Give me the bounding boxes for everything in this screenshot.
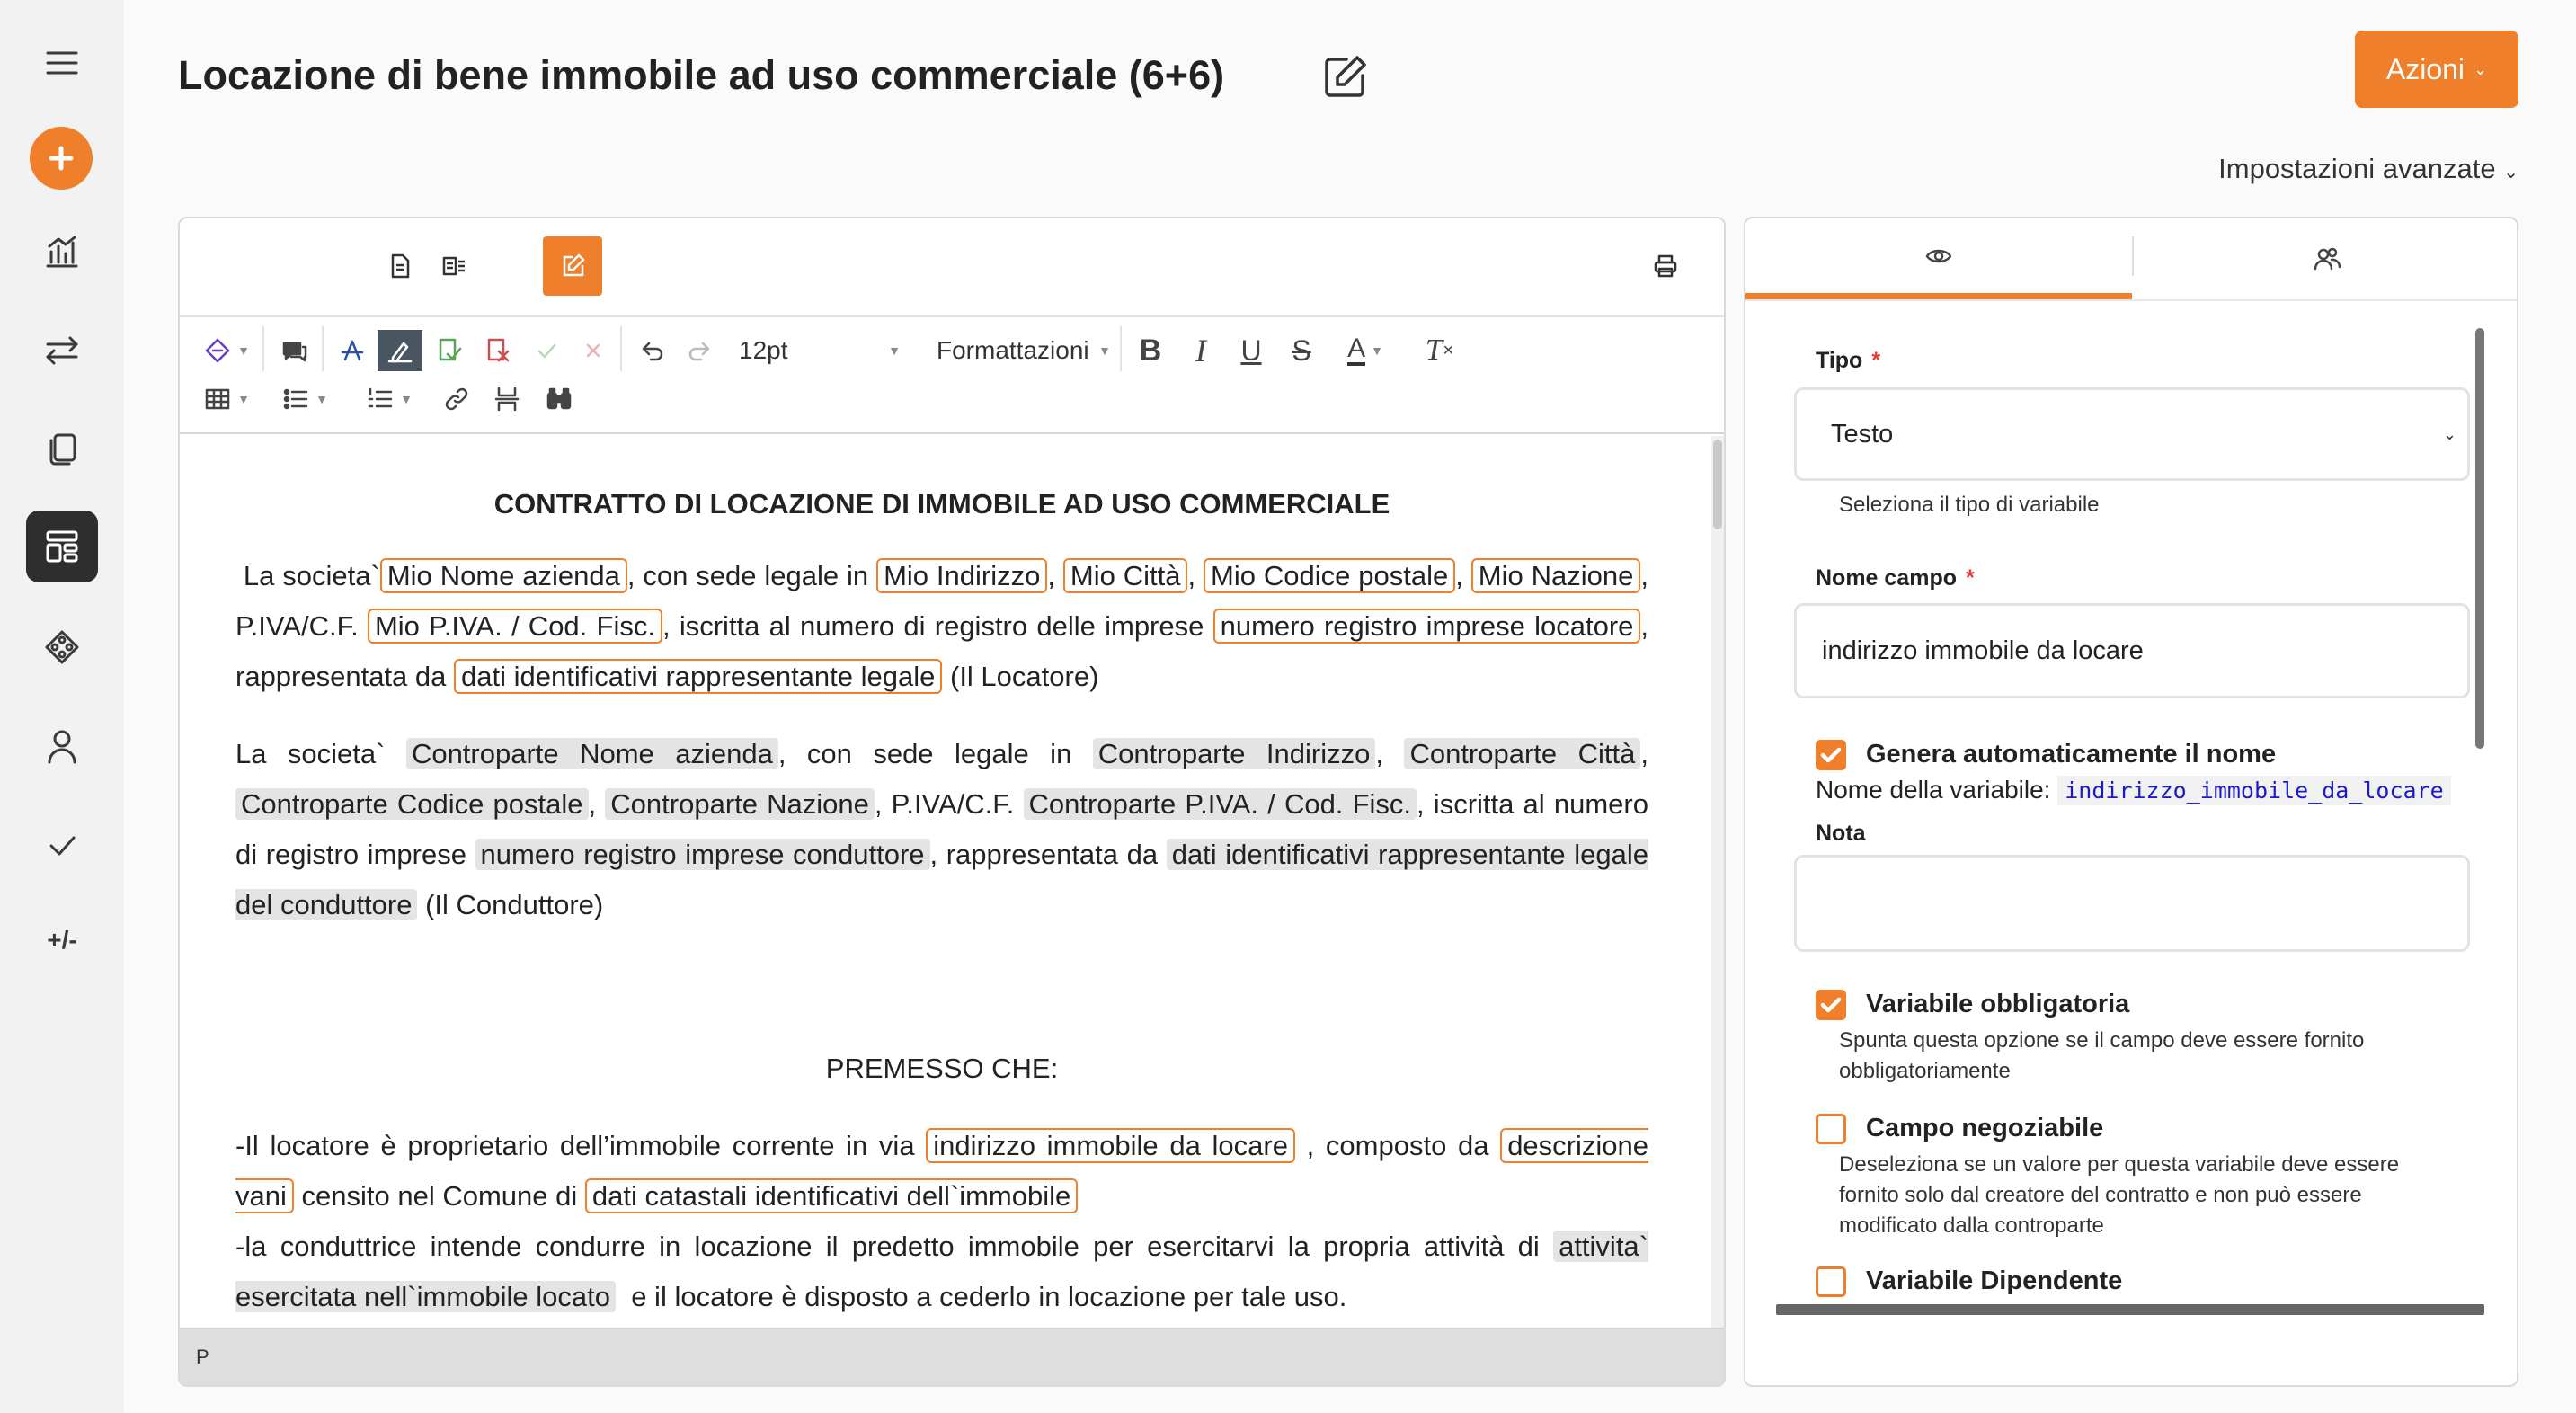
conductor-paragraph: La societa` Controparte Nome azienda , con sede legale in Controparte Indirizzo , Controparte Città , Controparte Codice postale , Controparte Nazione , P.IVA/C.F. Controparte P.IVA. / Cod. Fisc. , iscritta al numero di registro imprese numero registro imprese conduttore , rappresentata da dati identificativi rappresentante legale del conduttore (Il Conduttore) — [235, 738, 1648, 920]
note-label: Nota — [1816, 821, 1866, 846]
transfer-icon[interactable] — [26, 315, 98, 387]
type-label: Tipo * — [1816, 348, 1881, 373]
underline-icon[interactable]: U — [1240, 333, 1262, 367]
contract-title: CONTRATTO DI LOCAZIONE DI IMMOBILE AD USO COMMERCIALE — [493, 488, 1390, 520]
required-help: Spunta questa opzione se il campo deve essere fornito obbligatoriamente — [1839, 1028, 2365, 1083]
tab-preview[interactable] — [1745, 218, 2132, 299]
advanced-settings-dropdown[interactable] — [2218, 153, 2518, 185]
redo-icon[interactable] — [680, 330, 723, 371]
field-name-value: indirizzo immobile da locare — [1822, 635, 2144, 665]
counterparty-variable-chip[interactable]: Controparte Codice postale — [235, 788, 589, 820]
font-size-select[interactable]: 12pt ▼ — [739, 336, 901, 364]
print-icon[interactable] — [1636, 236, 1695, 296]
type-select[interactable] — [1794, 387, 2470, 481]
counterparty-variable-chip[interactable]: attivita` esercitata nell`immobile locato — [235, 1231, 1648, 1312]
comment-icon[interactable] — [273, 330, 316, 371]
counterparty-variable-chip[interactable]: Controparte Nazione — [605, 788, 875, 820]
editor-toolbar — [180, 319, 1724, 434]
variable-chip[interactable]: Mio P.IVA. / Cod. Fisc. — [368, 609, 662, 644]
premise-paragraph-1: -Il locatore è proprietario dell’immobile corrente in via indirizzo immobile da locare , composto da descrizione vani censito nel Comune di dati catastali identificativi dell`immobile — [235, 1130, 1648, 1212]
negotiable-checkbox[interactable] — [1816, 1114, 1846, 1144]
reject-change-icon[interactable] — [573, 330, 613, 371]
variable-name-line: Nome della variabile: indirizzo_immobile_da_locare — [1816, 776, 2451, 804]
chevron-down-icon: ⌄ — [2474, 59, 2488, 78]
puzzle-icon[interactable] — [26, 611, 98, 683]
strikethrough-icon[interactable]: S — [1292, 333, 1311, 367]
find-icon[interactable] — [537, 378, 581, 420]
variable-chip[interactable]: numero registro imprese locatore — [1213, 609, 1641, 644]
formatting-label: Formattazioni — [937, 336, 1089, 364]
variable-chip[interactable]: Mio Nome azienda — [380, 558, 627, 593]
actions-button[interactable] — [2355, 31, 2518, 108]
track-changes-icon[interactable] — [331, 330, 374, 371]
auto-name-label: Genera automaticamente il nome — [1866, 740, 2277, 769]
variable-insert-icon[interactable]: ▼ — [198, 330, 255, 371]
document-scrollbar[interactable] — [1711, 436, 1724, 1387]
edit-mode-icon[interactable] — [543, 236, 602, 296]
variable-chip[interactable]: descrizione vani — [235, 1130, 1648, 1212]
counterparty-variable-chip[interactable]: Controparte Nome azienda — [406, 738, 778, 769]
plus-icon — [47, 144, 76, 173]
variable-name-code: indirizzo_immobile_da_locare — [2057, 776, 2450, 805]
view-mode-bar — [180, 218, 1724, 317]
table-icon[interactable]: ▼ — [198, 378, 255, 420]
user-icon[interactable] — [26, 710, 98, 782]
counterparty-variable-chip[interactable]: Controparte Indirizzo — [1093, 738, 1376, 769]
counterparty-variable-chip[interactable]: numero registro imprese conduttore — [475, 839, 930, 870]
undo-icon[interactable] — [629, 330, 672, 371]
required-label: Variabile obbligatoria — [1866, 990, 2130, 1018]
sidebar — [0, 0, 124, 1413]
users-icon — [2313, 244, 2341, 273]
numbered-list-icon[interactable]: ▼ — [400, 392, 413, 406]
premesso-heading: PREMESSO CHE: — [825, 1053, 1059, 1084]
check-icon[interactable] — [26, 809, 98, 881]
panel-horizontal-scrollbar[interactable] — [1776, 1304, 2484, 1315]
premise-paragraph-2: -la conduttrice intende condurre in locazione il predetto immobile per esercitarvi la propria attività di attivita` esercitata nell`immobile locato e il locatore è disposto a cederlo in locazione per tale uso. — [235, 1231, 1648, 1312]
font-size-value: 12pt — [739, 336, 788, 364]
track-changes-toggle-icon[interactable] — [378, 330, 422, 371]
variable-chip[interactable]: Mio Indirizzo — [876, 558, 1047, 593]
editor-statusbar — [180, 1328, 1724, 1385]
variable-chip[interactable]: Mio Nazione — [1471, 558, 1641, 593]
add-button[interactable] — [30, 127, 93, 190]
accept-all-changes-icon[interactable] — [428, 330, 471, 371]
type-value: Testo — [1831, 419, 1894, 449]
counterparty-variable-chip[interactable]: Controparte P.IVA. / Cod. Fisc. — [1024, 788, 1417, 820]
plus-minus-button[interactable]: +/- — [47, 926, 77, 954]
note-textarea[interactable] — [1794, 855, 2470, 952]
document-content[interactable] — [180, 436, 1711, 1387]
counterparty-variable-chip[interactable]: dati identificativi rappresentante legale del conduttore — [235, 839, 1648, 920]
clear-formatting-icon[interactable]: T ✕ — [1425, 333, 1455, 367]
check-icon — [1816, 990, 1846, 1020]
link-icon[interactable] — [435, 378, 478, 420]
chevron-down-icon: ⌄ — [2442, 424, 2456, 443]
menu-icon[interactable] — [26, 27, 98, 99]
variable-chip[interactable]: Mio Codice postale — [1204, 558, 1455, 593]
variable-properties-panel — [1744, 217, 2518, 1387]
variable-chip[interactable]: Mio Città — [1063, 558, 1188, 593]
dashboard-icon[interactable] — [26, 511, 98, 582]
chevron-down-icon: ⌄ — [2503, 163, 2518, 182]
variable-chip[interactable]: dati identificativi rappresentante legale — [454, 659, 942, 694]
documents-icon[interactable] — [26, 413, 98, 485]
field-name-label: Nome campo * — [1816, 565, 1975, 591]
locator-paragraph: La societa` Mio Nome azienda , con sede legale in Mio Indirizzo , Mio Città , Mio Codice postale , Mio Nazione , P.IVA/C.F. Mio P.IVA. / Cod. Fisc. , iscritta al numero di registro delle imprese numero registro imprese locatore , rappresentata da dati identificativi rappresentante legale (Il Locatore) — [235, 560, 1649, 692]
type-help: Seleziona il tipo di variabile — [1839, 493, 2100, 517]
variable-form — [1794, 301, 2477, 1387]
variable-chip[interactable]: dati catastali identificativi dell`immobile — [585, 1178, 1078, 1213]
page-break-icon[interactable] — [485, 378, 529, 420]
dependent-label: Variabile Dipendente — [1866, 1266, 2123, 1295]
text-color-icon[interactable]: A ▼ — [1332, 330, 1399, 371]
document-view-icon[interactable] — [370, 236, 430, 296]
counterparty-variable-chip[interactable]: Controparte Città — [1404, 738, 1640, 769]
bullet-list-icon[interactable]: ▼ — [273, 378, 336, 420]
eye-icon — [1924, 242, 1953, 271]
required-checkbox[interactable] — [1816, 990, 1846, 1020]
field-name-input[interactable] — [1794, 603, 2470, 698]
compare-view-icon[interactable] — [424, 236, 484, 296]
accept-change-icon[interactable] — [527, 330, 566, 371]
variable-chip[interactable]: indirizzo immobile da locare — [926, 1128, 1295, 1163]
tab-parties[interactable] — [2134, 218, 2518, 299]
document-editor — [178, 217, 1726, 1387]
chart-icon[interactable] — [26, 216, 98, 288]
actions-label: Azioni — [2385, 52, 2465, 85]
advanced-settings-label: Impostazioni avanzate — [2218, 153, 2496, 184]
panel-vertical-scrollbar[interactable] — [2475, 328, 2484, 749]
formatting-select[interactable]: Formattazioni ▼ — [937, 336, 1111, 364]
auto-name-checkbox[interactable] — [1816, 740, 1846, 770]
check-icon — [1816, 740, 1846, 770]
reject-all-changes-icon[interactable] — [476, 330, 520, 371]
element-path: P — [196, 1346, 209, 1368]
edit-title-icon[interactable] — [1319, 52, 1370, 102]
negotiable-help: Deseleziona se un valore per questa variabile deve essere fornito solo dal creatore del contratto e non può essere modificato dalla controparte — [1839, 1152, 2400, 1238]
italic-icon[interactable]: I — [1195, 333, 1206, 369]
page-title: Locazione di bene immobile ad uso commerciale (6+6) — [178, 52, 1225, 98]
negotiable-label: Campo negoziabile — [1866, 1114, 2104, 1142]
dependent-checkbox[interactable] — [1816, 1266, 1846, 1297]
bold-icon[interactable]: B — [1139, 333, 1162, 368]
